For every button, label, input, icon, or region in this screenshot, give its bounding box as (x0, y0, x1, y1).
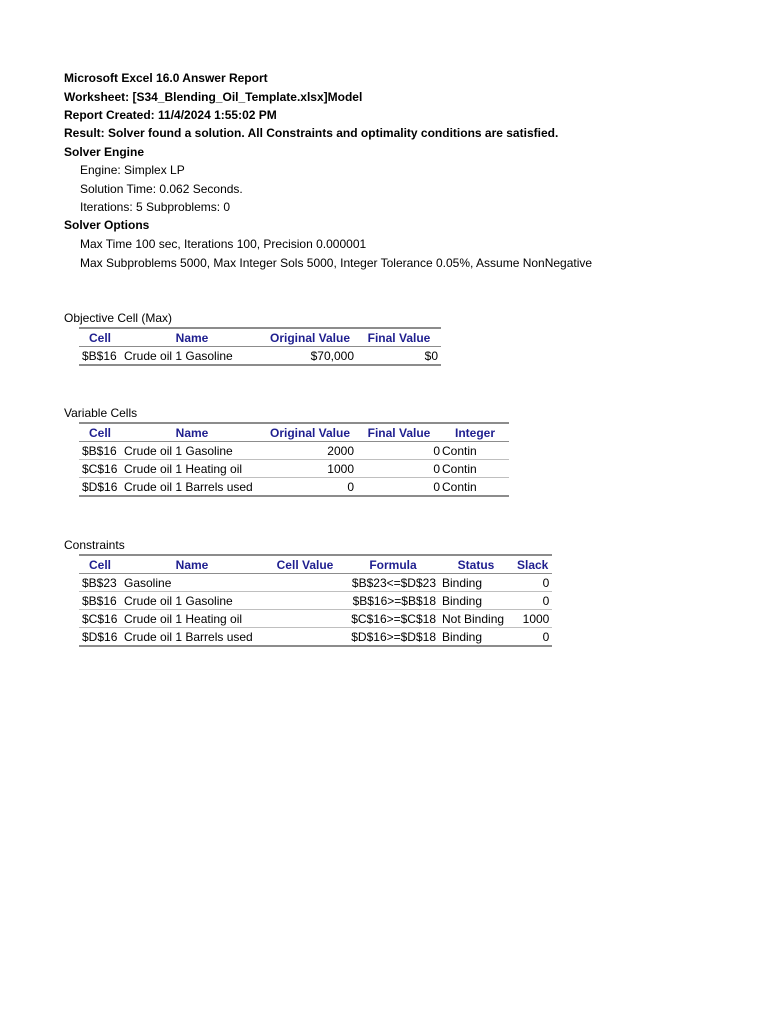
table-row (79, 592, 552, 610)
cell-value (263, 592, 347, 610)
cell-value (263, 628, 347, 647)
cell-ref: $D$16 (79, 478, 121, 497)
cell-ref: $B$23 (79, 574, 121, 592)
constraints-table (79, 554, 552, 647)
table-row (79, 574, 552, 592)
cell-ref: $C$16 (79, 460, 121, 478)
cell-status: Not Binding (439, 610, 513, 628)
col-header-final-value: Final Value (357, 328, 441, 347)
options-line-1: Max Time 100 sec, Iterations 100, Precision 0.000001 (80, 237, 367, 251)
col-header-cell: Cell (79, 555, 121, 574)
cell-slack: 0 (513, 592, 552, 610)
cell-name: Crude oil 1 Barrels used (121, 628, 263, 647)
cell-integer: Contin (441, 442, 509, 460)
cell-name: Crude oil 1 Heating oil (121, 460, 263, 478)
cell-original-value: 2000 (263, 442, 357, 460)
cell-slack: 1000 (513, 610, 552, 628)
cell-value (263, 610, 347, 628)
cell-original-value: 0 (263, 478, 357, 497)
cell-final-value: 0 (357, 442, 441, 460)
col-header-integer: Integer (441, 423, 509, 442)
table-header-row (79, 555, 552, 574)
col-header-name: Name (121, 555, 263, 574)
cell-status: Binding (439, 592, 513, 610)
worksheet-line: Worksheet: [S34_Blending_Oil_Template.xlsx]Model (64, 90, 363, 104)
engine-line: Engine: Simplex LP (80, 163, 185, 177)
col-header-name: Name (121, 328, 263, 347)
solver-engine-title: Solver Engine (64, 145, 145, 159)
cell-integer: Contin (441, 460, 509, 478)
col-header-name: Name (121, 423, 263, 442)
result-line: Result: Solver found a solution. All Constraints and optimality conditions are satisfied. (64, 126, 559, 140)
col-header-slack: Slack (513, 555, 552, 574)
cell-name: Crude oil 1 Heating oil (121, 610, 263, 628)
objective-section-title: Objective Cell (Max) (64, 311, 173, 325)
report-title: Microsoft Excel 16.0 Answer Report (64, 71, 268, 85)
table-row (79, 442, 509, 460)
cell-status: Binding (439, 574, 513, 592)
table-header-row (79, 423, 509, 442)
cell-original-value: $70,000 (263, 347, 357, 366)
cell-final-value: 0 (357, 460, 441, 478)
col-header-original-value: Original Value (263, 423, 357, 442)
iterations-line: Iterations: 5 Subproblems: 0 (80, 200, 231, 214)
col-header-original-value: Original Value (263, 328, 357, 347)
cell-formula: $B$23<=$D$23 (347, 574, 439, 592)
col-header-status: Status (439, 555, 513, 574)
variables-section-title: Variable Cells (64, 406, 138, 420)
cell-name: Crude oil 1 Gasoline (121, 347, 263, 366)
cell-final-value: 0 (357, 478, 441, 497)
col-header-formula: Formula (347, 555, 439, 574)
report-created-line: Report Created: 11/4/2024 1:55:02 PM (64, 108, 277, 122)
table-row (79, 347, 441, 366)
options-line-2: Max Subproblems 5000, Max Integer Sols 5000, Integer Tolerance 0.05%, Assume NonNegative (80, 256, 593, 270)
cell-value (263, 574, 347, 592)
cell-formula: $C$16>=$C$18 (347, 610, 439, 628)
cell-name: Gasoline (121, 574, 263, 592)
table-row (79, 610, 552, 628)
solver-options-title: Solver Options (64, 218, 150, 232)
cell-ref: $B$16 (79, 442, 121, 460)
table-row (79, 628, 552, 647)
objective-table (79, 327, 441, 366)
solution-time-line: Solution Time: 0.062 Seconds. (80, 182, 243, 196)
cell-ref: $B$16 (79, 347, 121, 366)
cell-original-value: 1000 (263, 460, 357, 478)
table-header-row (79, 328, 441, 347)
constraints-section-title: Constraints (64, 538, 125, 552)
cell-status: Binding (439, 628, 513, 647)
cell-slack: 0 (513, 628, 552, 647)
col-header-cell-value: Cell Value (263, 555, 347, 574)
cell-final-value: $0 (357, 347, 441, 366)
col-header-cell: Cell (79, 423, 121, 442)
cell-name: Crude oil 1 Barrels used (121, 478, 263, 497)
cell-ref: $B$16 (79, 592, 121, 610)
cell-ref: $C$16 (79, 610, 121, 628)
table-row (79, 478, 509, 497)
cell-integer: Contin (441, 478, 509, 497)
cell-formula: $B$16>=$B$18 (347, 592, 439, 610)
cell-formula: $D$16>=$D$18 (347, 628, 439, 647)
col-header-final-value: Final Value (357, 423, 441, 442)
col-header-cell: Cell (79, 328, 121, 347)
cell-slack: 0 (513, 574, 552, 592)
table-row (79, 460, 509, 478)
cell-ref: $D$16 (79, 628, 121, 647)
variables-table (79, 422, 509, 497)
cell-name: Crude oil 1 Gasoline (121, 592, 263, 610)
cell-name: Crude oil 1 Gasoline (121, 442, 263, 460)
